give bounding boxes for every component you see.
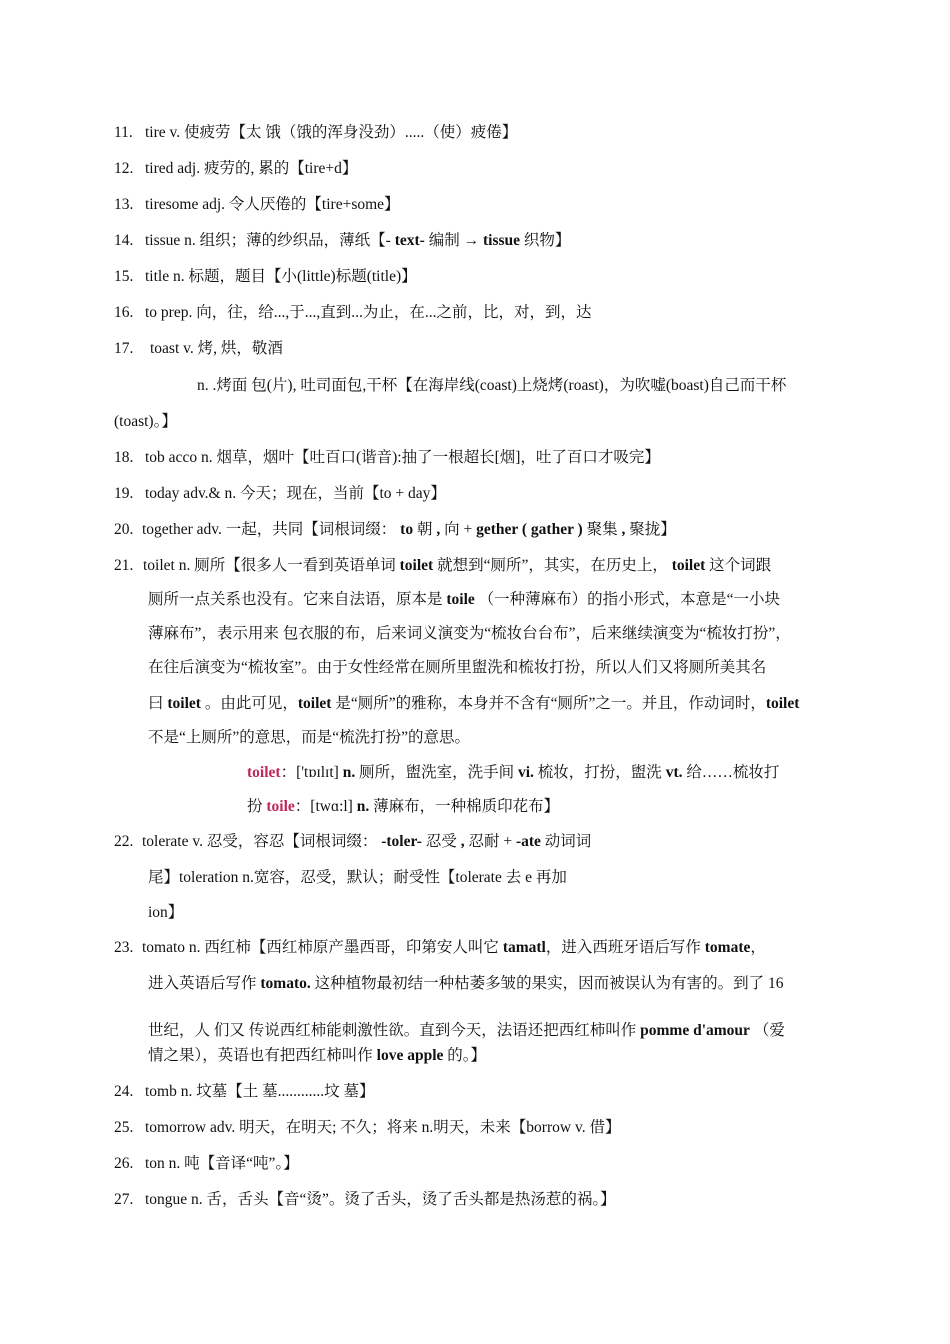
bold-term: n. [342,764,356,781]
entry-text: 忍耐 + [464,833,516,850]
entry-text: 不是“上厕所”的意思，而是“梳洗打扮”的意思。 [148,729,471,746]
entry-text: 世纪，人 们又 传说西红柿能刺激性欲。直到今天，法语还把西红柿叫作 [148,1022,641,1039]
entry-number: 11. [114,124,133,141]
entry-text: tired adj. 疲劳的, 累的【tire+d】 [145,160,358,177]
bold-term: toilet [399,557,434,574]
entry-23 [114,938,766,958]
entry-text: 忍受 [421,833,461,850]
entry-21-line-6 [148,728,470,748]
entry-text: 是“厕所”的雅称，本身并不含有“厕所”之一。并且，作动词时， [331,695,766,712]
entry-21-line-2 [148,590,780,610]
entry-11 [114,123,517,143]
entry-text: 朝 [413,521,437,538]
entry-17-line-3 [114,412,177,432]
bold-term: text- [394,232,425,249]
entry-number: 13. [114,196,134,213]
bold-term: , [460,833,465,850]
entry-24 [114,1082,375,1102]
entry-text: （爱 [749,1022,785,1039]
bold-term: toilet [297,695,332,712]
entry-text: 薄麻布”，表示用来 包衣服的布，后来词义演变为“梳妆台台布”，后来继续演变为“梳妆打扮”， [148,625,791,642]
entry-22-line-3 [148,903,183,923]
bold-term: vi. [517,764,534,781]
entry-text: tiresome adj. 令人厌倦的【tire+some】 [145,196,400,213]
entry-text: 这种植物最初结一种枯萎多皱的果实，因而被误认为有害的。到了 16 [310,975,784,992]
bold-term: to [400,521,414,538]
bold-term: toile [446,591,475,608]
entry-number: 20. [114,521,134,538]
entry-16 [114,303,591,323]
entry-23-line-4 [148,1046,486,1066]
bold-term: tomate [704,939,751,956]
entry-15 [114,267,417,287]
entry-text: 厕所一点关系也没有。它来自法语，原本是 [148,591,447,608]
entry-18 [114,448,660,468]
entry-number: 26. [114,1155,134,1172]
entry-21-line-7 [247,763,779,783]
bold-term: vt. [665,764,683,781]
bold-term: toilet [167,695,201,712]
entry-text: 聚拢】 [625,521,676,538]
entry-19 [114,484,446,504]
entry-text: 织物】 [520,232,571,249]
entry-21-line-8 [247,797,559,817]
highlight-term: toile [266,798,295,815]
entry-17 [114,339,283,359]
entry-21 [114,556,771,576]
bold-term: -toler- [381,833,422,850]
entry-17-line-2 [197,376,786,396]
entry-text: （一种薄麻布）的指小形式，本意是“一小块 [474,591,781,608]
entry-text: tob acco n. 烟草，烟叶【吐百口(谐音):抽了一根超长[烟]，吐了百口才吸完】 [145,449,660,466]
entry-number: 19. [114,485,134,502]
entry-26 [114,1154,299,1174]
entry-text: title n. 标题，题目【小(little)标题(title)】 [145,268,417,285]
entry-text: 动词词 [540,833,592,850]
entry-text: 这个词跟 [705,557,772,574]
entry-text: ：['tɒɪlɪt] [280,764,343,781]
entry-text: 情之果），英语也有把西红柿叫作 [148,1047,377,1064]
entry-text: 聚集 [582,521,622,538]
entry-text: 曰 [148,695,168,712]
entry-text: 编制 → [424,232,483,249]
entry-text: 厕所，盥洗室，洗手间 [355,764,518,781]
entry-number: 25. [114,1119,134,1136]
entry-12 [114,159,357,179]
entry-21-line-4 [148,658,766,678]
entry-text: 的。】 [443,1047,487,1064]
entry-27 [114,1190,616,1210]
bold-term: love apple [376,1047,444,1064]
entry-text: tissue n. 组织；薄的纱织品，薄纸【- [145,232,395,249]
bold-term: tissue [483,232,521,249]
entry-number: 24. [114,1083,134,1100]
entry-number: 18. [114,449,134,466]
entry-number: 21. [114,557,134,574]
entry-text: tongue n. 舌，舌头【音“烫”。烫了舌头，烫了舌头都是热汤惹的祸。】 [145,1191,616,1208]
entry-text: 向 + [444,521,477,538]
entry-number: 12. [114,160,134,177]
entry-number: 15. [114,268,134,285]
entry-number: 27. [114,1191,134,1208]
bold-term: toilet [671,557,706,574]
entry-text: ：[twɑ:l] [294,798,357,815]
entry-20 [114,520,676,540]
entry-text: 在往后演变为“梳妆室”。由于女性经常在厕所里盥洗和梳妆打扮，所以人们又将厕所美其名 [148,659,767,676]
entry-text: ion】 [148,904,184,921]
entry-text: 薄麻布，一种棉质印花布】 [369,798,560,815]
entry-14 [114,231,570,251]
entry-number: 16. [114,304,134,321]
entry-text: tomorrow adv. 明天，在明天; 不久；将来 n.明天，未来【borrow v. 借】 [145,1119,621,1136]
bold-term: tomato. [260,975,311,992]
entry-number: 17. [114,340,134,357]
entry-text: 扮 [247,798,267,815]
entry-text: 尾】toleration n.宽容，忍受，默认；耐受性【tolerate 去 e 再加 [148,869,567,886]
entry-21-line-5 [148,694,799,714]
highlight-term: toilet [247,764,281,781]
bold-term: pomme d'amour [640,1022,750,1039]
entry-text: tomb n. 坟墓【土 墓............坟 墓】 [145,1083,375,1100]
entry-text: 给……梳妆打 [682,764,780,781]
entry-25 [114,1118,620,1138]
entry-22-line-2 [148,868,567,888]
entry-23-line-3 [148,1021,785,1041]
entry-number: 14. [114,232,134,249]
bold-term: , [621,521,626,538]
bold-term: , [436,521,445,538]
bold-term: toilet [765,695,800,712]
bold-term: n. [356,798,370,815]
bold-term: tamatl [502,939,546,956]
entry-text: 进入英语后写作 [148,975,261,992]
entry-22 [114,832,591,852]
entry-text: tomato n. 西红柿【西红柿原产墨西哥，印第安人叫它 [142,939,503,956]
entry-text: today adv.& n. 今天；现在，当前【to + day】 [145,485,446,502]
entry-text: 梳妆，打扮，盥洗 [533,764,666,781]
entry-23-line-2 [148,974,784,994]
entry-text: to prep. 向，往，给...,于...,直到...为止，在...之前，比，对，到，达 [145,304,592,321]
bold-term: -ate [515,833,541,850]
entry-text: ， [750,939,766,956]
entry-text: (toast)。】 [114,413,177,430]
entry-text: ton n. 吨【音译“吨”。】 [145,1155,299,1172]
entry-text: toast v. 烤, 烘，敬酒 [150,340,283,357]
entry-number: 22. [114,833,134,850]
entry-text: tire v. 使疲劳【太 饿（饿的浑身没劲）.....（使）疲倦】 [145,124,518,141]
entry-text: toilet n. 厕所【很多人一看到英语单词 [143,557,400,574]
entry-13 [114,195,400,215]
bold-term: gether ( gather ) [476,521,583,538]
entry-text: n. .烤面 包(片), 吐司面包,干杯【在海岸线(coast)上烧烤(roast)，为吹嘘(boast)自己而干杯 [197,377,787,394]
entry-text: together adv. 一起，共同【词根词缀： [142,521,401,538]
entry-21-line-3 [148,624,791,644]
entry-number: 23. [114,939,134,956]
entry-text: 就想到“厕所”，其实，在历史上， [433,557,672,574]
entry-text: 。由此可见， [200,695,298,712]
entry-text: tolerate v. 忍受，容忍【词根词缀： [142,833,382,850]
entry-text: ，进入西班牙语后写作 [545,939,705,956]
